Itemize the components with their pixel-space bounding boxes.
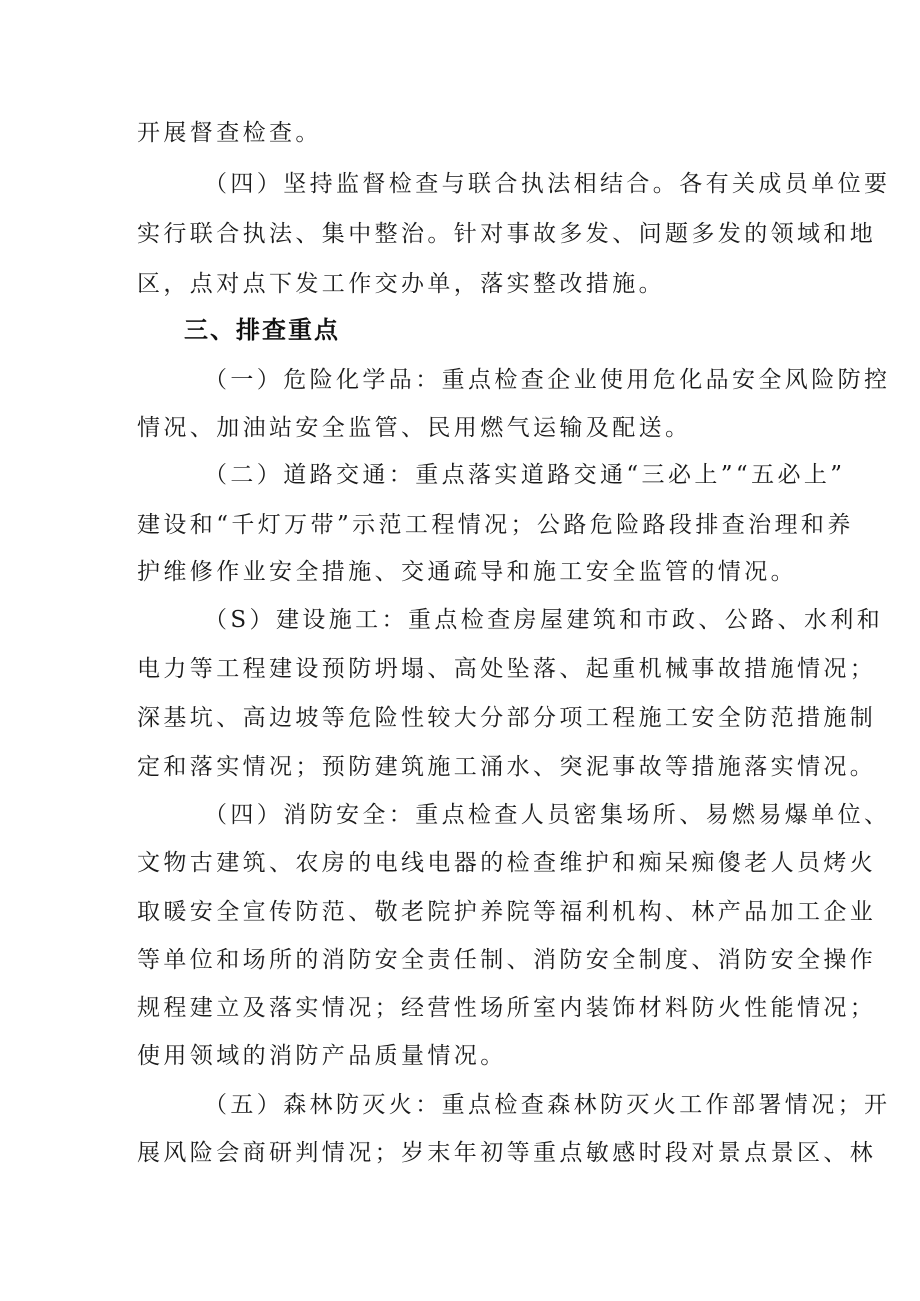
paragraph-line: 取暖安全宣传防范、敬老院护养院等福利机构、林产品加工企业 [137,899,877,925]
paragraph-line: 开展督查检查。 [137,120,322,146]
paragraph-line: 实行联合执法、集中整治。针对事故多发、问题多发的领域和地 [137,221,877,247]
paragraph-line: 定和落实情况；预防建筑施工涌水、突泥事故等措施落实情况。 [137,754,877,780]
section-heading: 三、排查重点 [184,316,340,344]
paragraph-line: 规程建立及落实情况；经营性场所室内装饰材料防火性能情况； [137,995,877,1021]
paragraph-line: 深基坑、高边坡等危险性较大分部分项工程施工安全防范措施制 [137,705,877,731]
paragraph-line: （四）坚持监督检查与联合执法相结合。各有关成员单位要 [204,171,891,197]
paragraph-line: （二）道路交通：重点落实道路交通“三必上”“五必上” [204,462,846,488]
paragraph-line: 等单位和场所的消防安全责任制、消防安全制度、消防安全操作 [137,947,877,973]
paragraph-line: （五）森林防灭火：重点检查森林防灭火工作部署情况；开 [204,1092,891,1118]
paragraph-line: 展风险会商研判情况；岁末年初等重点敏感时段对景点景区、林 [137,1140,877,1166]
paragraph-line: （S）建设施工：重点检查房屋建筑和市政、公路、水利和 [204,607,884,633]
paragraph-line: 电力等工程建设预防坍塌、高处坠落、起重机械事故措施情况； [137,656,877,682]
paragraph-line: 使用领域的消防产品质量情况。 [137,1043,507,1069]
paragraph-line: 建设和“千灯万带”示范工程情况；公路危险路段排查治理和养 [137,512,854,538]
paragraph-line: （四）消防安全：重点检查人员密集场所、易燃易爆单位、 [204,802,891,828]
paragraph-line: 文物古建筑、农房的电线电器的检查维护和痴呆痴傻老人员烤火 [137,850,877,876]
paragraph-line: 情况、加油站安全监管、民用燃气运输及配送。 [137,415,692,441]
paragraph-line: 区，点对点下发工作交办单，落实整改措施。 [137,271,665,297]
paragraph-line: 护维修作业安全措施、交通疏导和施工安全监管的情况。 [137,559,797,585]
paragraph-line: （一）危险化学品：重点检查企业使用危化品安全风险防控 [204,367,891,393]
